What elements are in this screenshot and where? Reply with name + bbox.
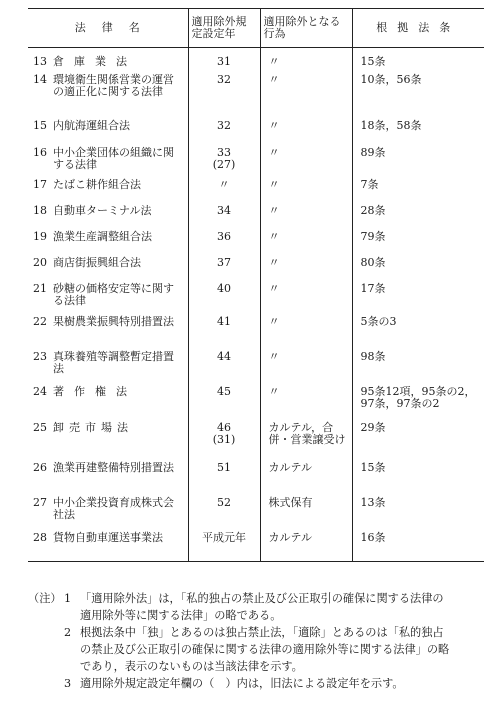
- table-row: [28, 147, 484, 179]
- cell-law-name: [28, 532, 188, 562]
- cell-year: 33 (27): [188, 147, 260, 179]
- cell-act: カルテル: [260, 462, 352, 497]
- note-line: の禁止及び公正取引の確保に関する法律の適用除外等に関する法律」の略: [80, 643, 450, 656]
- cell-law-name: [28, 147, 188, 179]
- law-name: たばこ耕作組合法: [53, 177, 141, 191]
- cell-basis: 5条の3: [352, 316, 484, 351]
- table-row: [28, 48, 484, 74]
- row-number: 14: [33, 72, 47, 86]
- table-row: [28, 532, 484, 562]
- law-name: 果樹農業振興特別措置法: [53, 314, 174, 328]
- cell-law-name: [28, 422, 188, 462]
- cell-act: 株式保有: [260, 497, 352, 532]
- law-name: 砂糖の価格安定等に関する法律: [53, 281, 174, 307]
- cell-year: 36: [188, 231, 260, 257]
- table-row: [28, 316, 484, 351]
- cell-act: カルテル: [260, 532, 352, 562]
- law-name: 倉庫業法: [53, 55, 137, 68]
- cell-year: 41: [188, 316, 260, 351]
- cell-law-name: [28, 462, 188, 497]
- law-name: 卸売市場法: [53, 420, 133, 434]
- cell-law-name: [28, 48, 188, 74]
- cell-year: 31: [188, 48, 260, 74]
- cell-basis: 10条，56条: [352, 74, 484, 120]
- notes-label: （注）: [28, 592, 62, 605]
- cell-basis: 18条，58条: [352, 120, 484, 147]
- row-number: 20: [33, 255, 47, 269]
- cell-law-name: [28, 316, 188, 351]
- row-number: 16: [33, 145, 47, 159]
- cell-year: 51: [188, 462, 260, 497]
- cell-basis: 29条: [352, 422, 484, 462]
- note-line: であり，表示のないものは当該法律を示す。: [80, 660, 303, 673]
- row-number: 21: [33, 281, 47, 295]
- cell-law-name: [28, 351, 188, 386]
- notes-section: [28, 590, 490, 692]
- note-item: [28, 624, 490, 675]
- cell-basis: 28条: [352, 205, 484, 231]
- law-name: 自動車ターミナル法: [53, 203, 152, 217]
- cell-year: 44: [188, 351, 260, 386]
- row-number: 17: [33, 177, 47, 191]
- row-number: 23: [33, 349, 47, 363]
- cell-year: 〃: [188, 179, 260, 205]
- cell-law-name: [28, 386, 188, 422]
- table-row: [28, 74, 484, 120]
- table-body: [28, 48, 484, 562]
- law-name: 真珠養殖等調整暫定措置法: [53, 349, 174, 375]
- law-name: 漁業生産調整組合法: [53, 229, 152, 243]
- cell-act: 〃: [260, 316, 352, 351]
- cell-year: 34: [188, 205, 260, 231]
- cell-year: 平成元年: [188, 532, 260, 562]
- cell-act: 〃: [260, 147, 352, 179]
- note-text: [80, 624, 490, 675]
- table-row: [28, 462, 484, 497]
- cell-year: 37: [188, 257, 260, 283]
- note-line: 適用除外規定設定年欄の（ ）内は，旧法による設定年を示す。: [80, 677, 404, 690]
- table-row: [28, 257, 484, 283]
- cell-basis: 13条: [352, 497, 484, 532]
- header-act: 適用除外となる行為: [260, 9, 352, 48]
- cell-law-name: [28, 497, 188, 532]
- cell-act: 〃: [260, 205, 352, 231]
- row-number: 26: [33, 460, 47, 474]
- law-name: 貨物自動車運送事業法: [53, 530, 163, 544]
- header-basis: 根拠法条: [352, 9, 484, 48]
- cell-basis: 16条: [352, 532, 484, 562]
- cell-act: 〃: [260, 231, 352, 257]
- law-name: 漁業再建整備特別措置法: [53, 460, 174, 474]
- law-name: 著作権法: [53, 384, 137, 398]
- note-item: [28, 675, 490, 692]
- cell-year: 46 (31): [188, 422, 260, 462]
- cell-basis: 89条: [352, 147, 484, 179]
- cell-year: 45: [188, 386, 260, 422]
- law-exemption-table: [28, 8, 484, 562]
- cell-basis: 80条: [352, 257, 484, 283]
- cell-law-name: [28, 74, 188, 120]
- note-line: 根拠法条中「独」とあるのは独占禁止法，「適除」とあるのは「私的独占: [80, 626, 444, 639]
- note-line: 「適用除外法」は，「私的独占の禁止及び公正取引の確保に関する法律の: [80, 592, 444, 605]
- row-number: 27: [33, 495, 47, 509]
- row-number: 18: [33, 203, 47, 217]
- cell-act: 〃: [260, 120, 352, 147]
- row-number: 28: [33, 530, 47, 544]
- cell-year: 32: [188, 74, 260, 120]
- row-number: 25: [33, 420, 47, 434]
- cell-year: 40: [188, 283, 260, 316]
- cell-basis: 79条: [352, 231, 484, 257]
- header-law-name: 法律名: [28, 9, 188, 48]
- table-row: [28, 351, 484, 386]
- cell-basis: 98条: [352, 351, 484, 386]
- cell-act: 〃: [260, 48, 352, 74]
- table-row: [28, 422, 484, 462]
- cell-year: 32: [188, 120, 260, 147]
- row-number: 13: [33, 55, 47, 68]
- note-number: 2: [64, 626, 72, 639]
- cell-law-name: [28, 205, 188, 231]
- note-text: [80, 675, 490, 692]
- law-name: 商店街振興組合法: [53, 255, 141, 269]
- cell-act: 〃: [260, 257, 352, 283]
- row-number: 24: [33, 384, 47, 398]
- note-item: [28, 590, 490, 624]
- cell-basis: 17条: [352, 283, 484, 316]
- table-row: [28, 283, 484, 316]
- cell-basis: 7条: [352, 179, 484, 205]
- header-year: 適用除外規定設定年: [188, 9, 260, 48]
- law-name: 環境衛生関係営業の運営の適正化に関する法律: [53, 72, 174, 98]
- table-row: [28, 497, 484, 532]
- note-number: 1: [64, 592, 72, 605]
- table-row: [28, 386, 484, 422]
- cell-law-name: [28, 257, 188, 283]
- law-name: 内航海運組合法: [53, 118, 130, 132]
- cell-basis: 15条: [352, 462, 484, 497]
- law-name: 中小企業団体の組織に関する法律: [53, 145, 174, 171]
- row-number: 19: [33, 229, 47, 243]
- cell-basis: 15条: [352, 48, 484, 74]
- note-number: 3: [64, 677, 72, 690]
- cell-basis: 95条12項，95条の2，97条，97条の2: [352, 386, 484, 422]
- cell-act: 〃: [260, 283, 352, 316]
- table-header-row: [28, 9, 484, 48]
- cell-year: 52: [188, 497, 260, 532]
- row-number: 15: [33, 118, 47, 132]
- cell-law-name: [28, 283, 188, 316]
- cell-law-name: [28, 179, 188, 205]
- cell-law-name: [28, 120, 188, 147]
- table-row: [28, 120, 484, 147]
- row-number: 22: [33, 314, 47, 328]
- note-line: 適用除外等に関する法律」の略である。: [80, 609, 282, 622]
- cell-act: 〃: [260, 351, 352, 386]
- cell-act: 〃: [260, 386, 352, 422]
- law-name: 中小企業投資育成株式会社法: [53, 495, 174, 521]
- cell-act: カルテル，合併・営業譲受け: [260, 422, 352, 462]
- cell-law-name: [28, 231, 188, 257]
- table-row: [28, 179, 484, 205]
- table-row: [28, 205, 484, 231]
- note-text: [80, 590, 490, 624]
- cell-act: 〃: [260, 179, 352, 205]
- cell-act: 〃: [260, 74, 352, 120]
- table-row: [28, 231, 484, 257]
